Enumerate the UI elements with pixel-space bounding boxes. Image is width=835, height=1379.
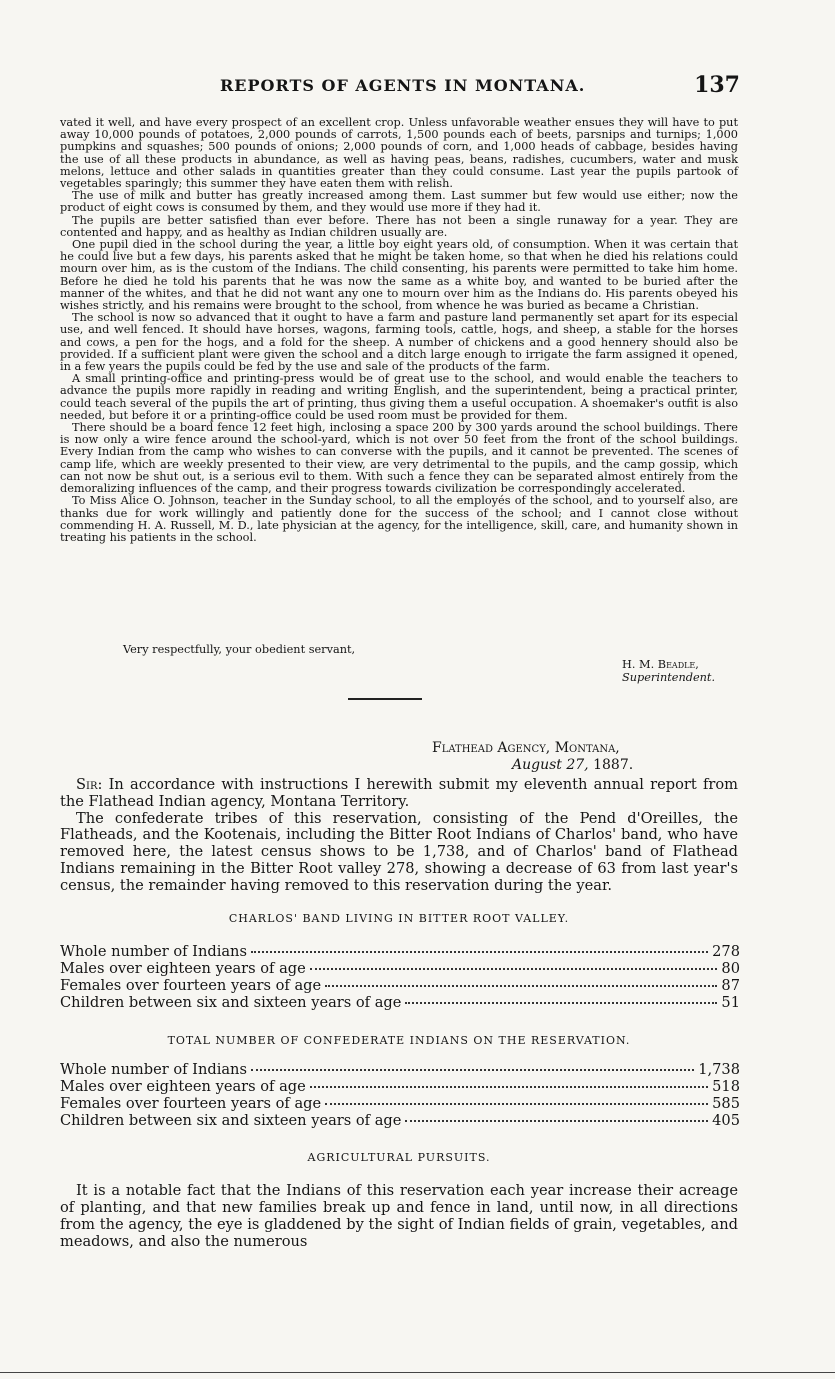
signature-title: Superintendent. [622,671,716,684]
paragraph: The school is now so advanced that it ought to have a farm and pasture land permanently set apart for its especial use, and well fenced. It should have horses, wagons, farming tools, cattle, hogs, and sheep, a stable for the horses and cows, a pen for the hogs, and a fold for the sheep. A number of chickens and a good hennery should also be provided. If a sufficient plant were given the school and a ditch large enough to irrigate the farm assigned it opened, in a few years the pupils could be fed by the use and sale of the products of the farm. [60,311,738,374]
paragraph [60,777,738,811]
paragraph: One pupil died in the school during the year, a little boy eight years old, of consumption. When it was certain that he could live but a few days, his parents asked that he might be taken home, so that when he died his relations could mourn over him, as is the custom of the Indians. The child consenting, his parents were permitted to take him home. Before he died he told his parents that he was now the same as a white boy, and wanted to be buried after the manner of the whites, and that he did not want any one to mourn over him as the Indians do. His parents obeyed his wishes strictly, and his remains were brought to the school, from whence he was buried as became a Christian. [60,238,738,313]
stats-label: Whole number of Indians [60,1061,247,1078]
stats-row [60,1061,740,1078]
paragraph: A small printing-office and printing-press would be of great use to the school, and would enable the teachers to advance the pupils more rapidly in reading and writing English, and the superintendent, being a practical printer, could teach several of the pupils the art of printing, thus giving them a useful occupation. A shoemaker's outfit is also needed, but before it or a printing-office could be used room must be provided for them. [60,372,738,422]
dateline-place: Flathead Agency, Montana, [432,740,620,756]
stats-row [60,1095,740,1112]
signature-name: H. M. Beadle, [622,658,699,671]
running-title: REPORTS OF AGENTS IN MONTANA. [220,76,586,95]
paragraph: There should be a board fence 12 feet high, inclosing a space 200 by 300 yards around the school buildings. There is now only a wire fence around the school-yard, which is not over 50 feet from the front of the school buildings. Every Indian from the camp who wishes to can converse with the pupils, and it cannot be prevented. The scenes of camp life, which are weekly presented to their view, are very detrimental to the pupils, and the camp gossip, which can not now be shut out, is a serious evil to them. With such a fence they can be separated almost entirely from the demoralizing influences of the camp, and their progress towards civilization be correspondingly accelerated. [60,421,738,496]
flathead-report-intro [60,777,738,895]
page-bottom-rule [0,1372,835,1373]
dateline-date [432,757,633,774]
stats-value: 278 [712,943,740,960]
leader-dots [251,951,708,953]
paragraph: vated it well, and have every prospect of an excellent crop. Unless unfavorable weather ensues they will have to put away 10,000 pounds of potatoes, 2,000 pounds of carrots, 1,500 pounds each of beets, parsnips and turnips; 1,000 pumpkins and squashes; 500 pounds of onions; 2,000 pounds of corn, and 1,000 heads of cabbage, besides having the use of all these products in abundance, as well as having peas, beans, radishes, cucumbers, water and musk melons, lettuce and other salads in quantities greater than they could consume. Last year the pupils partook of vegetables sparingly; this summer they have eaten them with relish. [60,116,738,191]
stats-label: Males over eighteen years of age [60,960,306,977]
stats-row [60,977,740,994]
paragraph-text: In accordance with instructions I herewith submit my eleventh annual report from the Flathead Indian agency, Montana Territory. [60,776,738,810]
charlos-stats-table [60,943,740,1011]
stats-row [60,943,740,960]
paragraph: To Miss Alice O. Johnson, teacher in the Sunday school, to all the employés of the school, and to yourself also, are thanks due for work willingly and patiently done for the success of the school; and I cannot close without commending H. A. Russell, M. D., late physician at the agency, for the intelligence, skill, care, and humanity shown in treating his patients in the school. [60,494,738,544]
section-heading-charlos: CHARLOS' BAND LIVING IN BITTER ROOT VALLEY. [228,912,570,925]
leader-dots [405,1120,708,1122]
leader-dots [325,985,717,987]
leader-dots [405,1002,717,1004]
stats-label: Children between six and sixteen years of age [60,1112,402,1129]
stats-value: 1,738 [698,1061,740,1078]
stats-row [60,1078,740,1095]
stats-label: Females over fourteen years of age [60,977,322,994]
dateline-year: 1887. [593,757,634,773]
dateline [432,740,633,774]
beadle-report-body [60,117,738,544]
closing-line: Very respectfully, your obedient servant, [123,643,356,656]
leader-dots [310,1086,708,1088]
confederate-stats-table [60,1061,740,1129]
stats-label: Whole number of Indians [60,943,247,960]
agricultural-body [60,1182,738,1250]
paragraph: The confederate tribes of this reservation, consisting of the Pend d'Oreilles, the Flatheads, and the Kootenais, including the Bitter Root Indians of Charlos' band, who have removed here, the latest census shows to be 1,738, and of Charlos' band of Flathead Indians remaining in the Bitter Root valley 278, showing a decrease of 63 from last year's census, the remainder having removed to this reservation during the year. [60,809,738,894]
stats-value: 51 [721,994,740,1011]
paragraph: The pupils are better satisfied than ever before. There has not been a single runaway for a year. They are contented and happy, and as healthy as Indian children usually are. [60,213,738,239]
salutation: Sir: [76,776,103,793]
stats-row [60,960,740,977]
stats-row [60,1112,740,1129]
section-heading-agricultural: AGRICULTURAL PURSUITS. [307,1151,491,1164]
stats-label: Females over fourteen years of age [60,1095,322,1112]
section-divider [348,698,422,700]
section-heading-confederate: TOTAL NUMBER OF CONFEDERATE INDIANS ON THE RESERVATION. [167,1034,631,1047]
leader-dots [310,968,718,970]
leader-dots [251,1069,694,1071]
stats-row [60,994,740,1011]
signature-block [622,658,822,684]
stats-value: 80 [721,960,740,977]
paragraph: It is a notable fact that the Indians of this reservation each year increase their acreage of planting, and that new families break up and fence in land, until now, in all directions from the agency, the eye is gladdened by the sight of Indian fields of grain, vegetables, and meadows, and also the numerous [60,1182,738,1250]
stats-value: 87 [721,977,740,994]
paragraph: The use of milk and butter has greatly increased among them. Last summer but few would use either; now the product of eight cows is consumed by them, and they would use more if they had it. [60,189,738,215]
stats-value: 585 [712,1095,740,1112]
page-header [60,72,740,100]
stats-label: Children between six and sixteen years of age [60,994,402,1011]
stats-label: Males over eighteen years of age [60,1078,306,1095]
page-number: 137 [694,72,740,98]
stats-value: 518 [712,1078,740,1095]
dateline-month-day: August 27, [512,757,589,773]
leader-dots [325,1103,708,1105]
stats-value: 405 [712,1112,740,1129]
